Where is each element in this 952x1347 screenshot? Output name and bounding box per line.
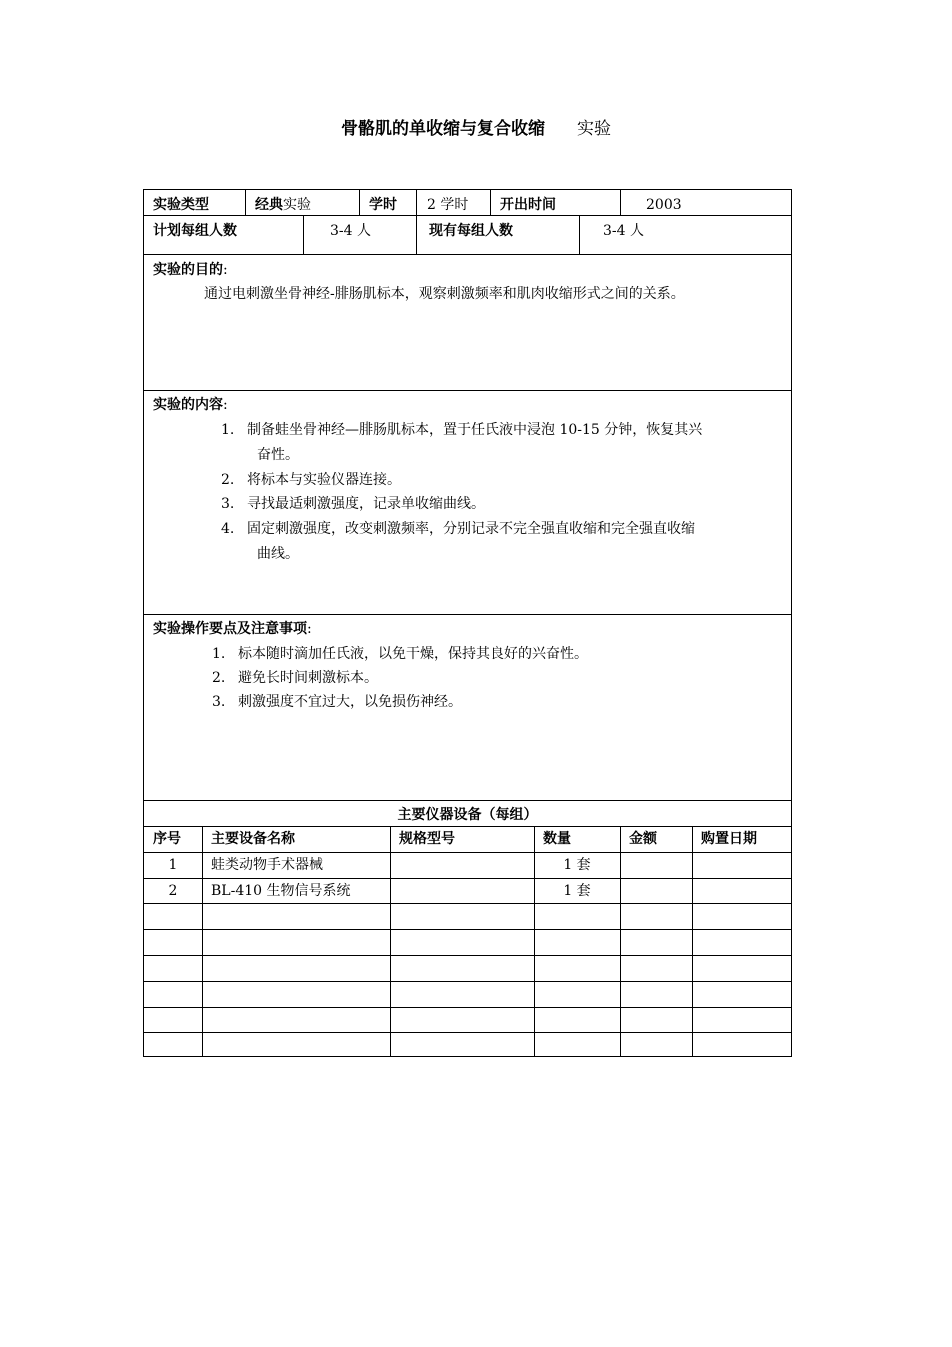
table-cell: 1 [168, 856, 178, 873]
content-heading-text: 实验的内容 [153, 397, 223, 413]
experiment-form [143, 189, 792, 1057]
table-column-divider [390, 826, 391, 1056]
hours-label: 学时 [369, 197, 397, 213]
table-row-divider [144, 878, 791, 879]
table-column-divider [202, 826, 203, 1056]
row-divider [144, 390, 791, 391]
item-number: 2. [221, 472, 235, 488]
notes-heading-text: 实验操作要点及注意事项 [153, 621, 307, 637]
table-row-divider [144, 1007, 791, 1008]
table-cell: 1 套 [563, 856, 591, 873]
content-item-2 [221, 471, 401, 489]
notes-item-2 [212, 669, 378, 687]
item-text: 标本随时滴加任氏液，以免干燥，保持其良好的兴奋性。 [238, 646, 588, 662]
type-label: 实验类型 [153, 197, 209, 213]
table-cell: 1 套 [563, 882, 591, 899]
divider [359, 190, 360, 215]
title-main: 骨骼肌的单收缩与复合收缩 [341, 119, 545, 139]
table-header-cell: 数量 [543, 831, 571, 847]
divider [245, 190, 246, 215]
row-divider [144, 254, 791, 255]
start-label: 开出时间 [500, 197, 556, 213]
divider [416, 190, 417, 215]
content-item-4-cont: 曲线。 [257, 546, 299, 562]
table-header-cell: 序号 [153, 831, 181, 847]
row-divider [144, 614, 791, 615]
table-row-divider [144, 1032, 791, 1033]
notes-heading [153, 620, 312, 638]
item-text: 制备蛙坐骨神经—腓肠肌标本，置于任氏液中浸泡 10-15 分钟，恢复其兴 [247, 422, 703, 438]
table-header-cell: 规格型号 [399, 831, 455, 847]
type-suffix: 实验 [283, 197, 311, 213]
table-cell: 蛙类动物手术器械 [211, 856, 323, 873]
divider [579, 215, 580, 254]
item-text: 避免长时间刺激标本。 [238, 670, 378, 686]
item-number: 3. [212, 694, 226, 710]
item-text: 刺激强度不宜过大，以免损伤神经。 [238, 694, 462, 710]
planned-label: 计划每组人数 [153, 223, 237, 239]
table-column-divider [692, 826, 693, 1056]
notes-colon: : [307, 621, 312, 637]
table-row-divider [144, 955, 791, 956]
content-item-1-cont: 奋性。 [257, 447, 299, 463]
type-value [255, 196, 311, 214]
row-divider [144, 215, 791, 216]
row-divider [144, 826, 791, 827]
table-row-divider [144, 981, 791, 982]
purpose-heading [153, 261, 228, 279]
item-number: 4. [221, 521, 235, 537]
divider [416, 215, 417, 254]
purpose-heading-text: 实验的目的 [153, 262, 223, 278]
table-cell: 2 [168, 882, 178, 899]
current-label: 现有每组人数 [429, 223, 513, 239]
item-text: 寻找最适刺激强度，记录单收缩曲线。 [247, 496, 485, 512]
start-value: 2003 [646, 197, 682, 213]
item-number: 3. [221, 496, 235, 512]
table-row-divider [144, 903, 791, 904]
page-title [0, 114, 952, 139]
content-item-1 [221, 421, 702, 439]
divider [620, 190, 621, 215]
current-value: 3-4 人 [603, 223, 644, 239]
table-header-cell: 购置日期 [701, 831, 757, 847]
purpose-text: 通过电刺激坐骨神经-腓肠肌标本，观察刺激频率和肌肉收缩形式之间的关系。 [204, 286, 685, 302]
content-item-3 [221, 495, 485, 513]
row-divider [144, 800, 791, 801]
table-row-divider [144, 852, 791, 853]
content-heading [153, 396, 228, 414]
content-item-4 [221, 520, 695, 538]
notes-item-3 [212, 693, 462, 711]
item-text: 将标本与实验仪器连接。 [247, 472, 401, 488]
item-number: 1. [212, 646, 226, 662]
purpose-colon: : [223, 262, 228, 278]
type-prefix: 经典 [255, 197, 283, 213]
item-number: 2. [212, 670, 226, 686]
table-row-divider [144, 929, 791, 930]
notes-item-1 [212, 645, 588, 663]
table-column-divider [620, 826, 621, 1056]
title-suffix: 实验 [577, 119, 611, 139]
item-number: 1. [221, 422, 235, 438]
table-header-cell: 金额 [629, 831, 657, 847]
divider [490, 190, 491, 215]
hours-value: 2 学时 [427, 197, 469, 213]
planned-value: 3-4 人 [330, 223, 371, 239]
table-header-cell: 主要设备名称 [211, 831, 295, 847]
divider [303, 215, 304, 254]
content-colon: : [223, 397, 228, 413]
equipment-heading: 主要仪器设备（每组） [397, 807, 538, 823]
item-text: 固定刺激强度，改变刺激频率，分别记录不完全强直收缩和完全强直收缩 [247, 521, 695, 537]
table-cell: BL-410 生物信号系统 [211, 882, 351, 899]
